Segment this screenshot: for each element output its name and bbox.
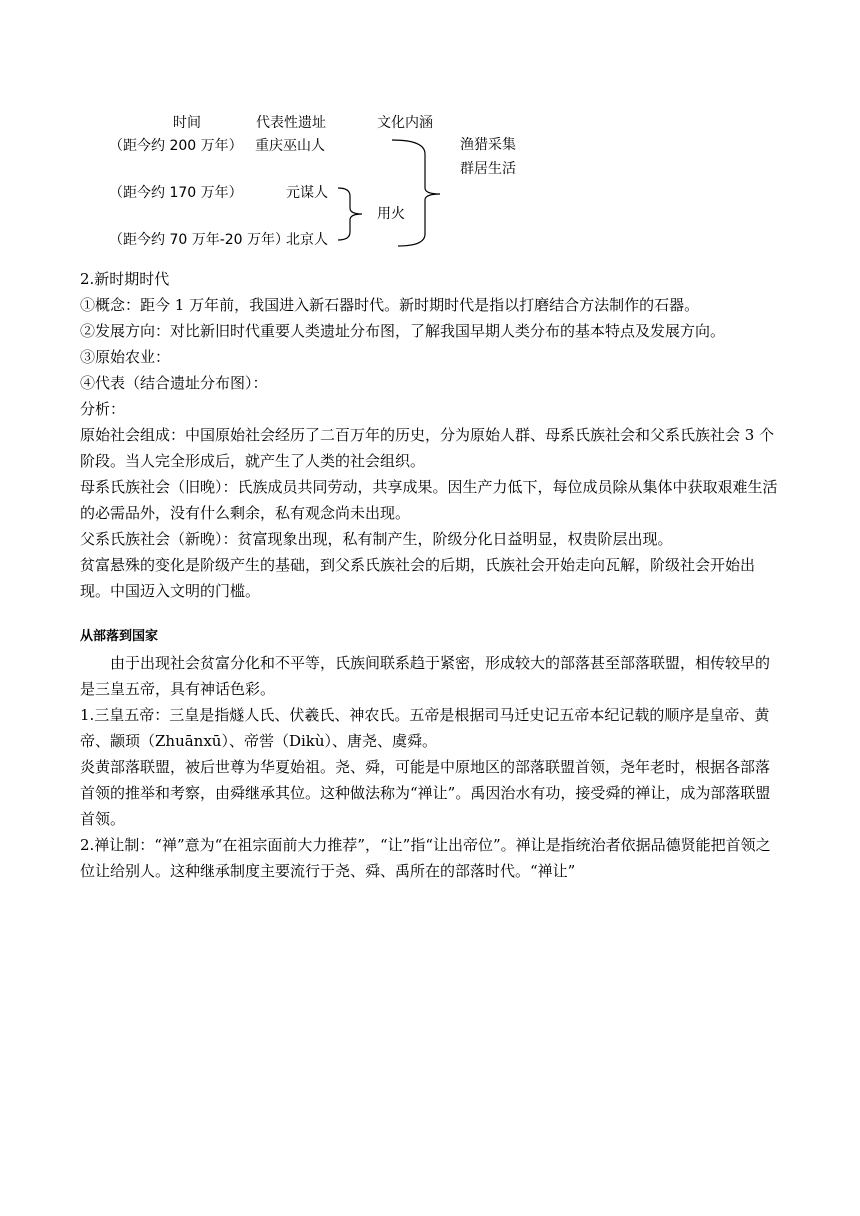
row3-time: （距今约 70 万年-20 万年） (109, 232, 290, 248)
row2-site: 元谋人 (286, 185, 328, 201)
paragraph-concept: ①概念：距今 1 万年前，我国进入新石器时代。新时期时代是指以打磨结合方法制作的石器。 (80, 296, 700, 314)
fire-label: 用火 (377, 206, 405, 222)
paragraph-analysis: 分析： (80, 400, 126, 418)
paragraph-class: 贫富悬殊的变化是阶级产生的基础，到父系氏族社会的后期，氏族社会开始走向瓦解，阶级社会开始出现。中国迈入文明的门槛。 (80, 556, 756, 600)
paragraph-three-sovereigns: 1.三皇五帝：三皇是指燧人氏、伏羲氏、神农氏。五帝是根据司马迁史记五帝本纪记载的顺序是皇帝、黄帝、颛顼（Zhuānxū）、帝喾（Dikù）、唐尧、虞舜。 (80, 706, 770, 750)
row1-site: 重庆巫山人 (255, 138, 325, 154)
paragraph-representatives: ④代表（结合遗址分布图）： (80, 374, 268, 392)
paragraph-matrilineal: 母系氏族社会（旧晚）：氏族成员共同劳动，共享成果。因生产力低下，每位成员除从集体中获取艰难生活的必需品外，没有什么剩余，私有观念尚未出现。 (80, 478, 778, 522)
paragraph-yan-huang: 炎黄部落联盟，被后世尊为华夏始祖。尧、舜，可能是中原地区的部落联盟首领，尧年老时，根据各部落首领的推举和考察，由舜继承其位。这种做法称为“禅让”。禹因治水有功，接受舜的禅让，成为部落联盟首领。 (80, 758, 771, 828)
paragraph-agriculture: ③原始农业： (80, 348, 171, 366)
large-brace (392, 140, 440, 246)
header-site: 代表性遗址 (256, 115, 326, 131)
header-culture: 文化内涵 (377, 115, 433, 131)
header-time: 时间 (173, 115, 201, 131)
small-brace (338, 188, 362, 240)
paragraph-intro: 由于出现社会贫富分化和不平等，氏族间联系趋于紧密，形成较大的部落甚至部落联盟，相传较早的是三皇五帝，具有神话色彩。 (80, 654, 771, 698)
culture-line-2: 群居生活 (460, 161, 516, 177)
paragraph-abdication: 2.禅让制：“禅”意为“在祖宗面前大力推荐”，“让”指“让出帝位”。禅让是指统治者依据品德贤能把首领之位让给别人。这种继承制度主要流行于尧、舜、禹所在的部落时代。“禅让” (80, 836, 771, 880)
row1-time: （距今约 200 万年） (109, 138, 243, 154)
culture-line-1: 渔猎采集 (460, 137, 516, 153)
paragraph-patrilineal: 父系氏族社会（新晚）：贫富现象出现，私有制产生，阶级分化日益明显，权贵阶层出现。 (80, 530, 673, 548)
paragraph-society: 原始社会组成：中国原始社会经历了二百万年的历史，分为原始人群、母系氏族社会和父系氏族社会 3 个阶段。当人完全形成后，就产生了人类的社会组织。 (80, 426, 775, 470)
section-title-neolithic: 2.新时期时代 (80, 270, 170, 288)
section-heading: 从部落到国家 (80, 629, 159, 644)
row2-time: （距今约 170 万年） (109, 185, 243, 201)
document-body (80, 266, 780, 884)
early-humans-diagram (80, 104, 540, 264)
paragraph-direction: ②发展方向：对比新旧时代重要人类遗址分布图，了解我国早期人类分布的基本特点及发展方向。 (80, 322, 726, 340)
row3-site: 北京人 (286, 232, 328, 248)
